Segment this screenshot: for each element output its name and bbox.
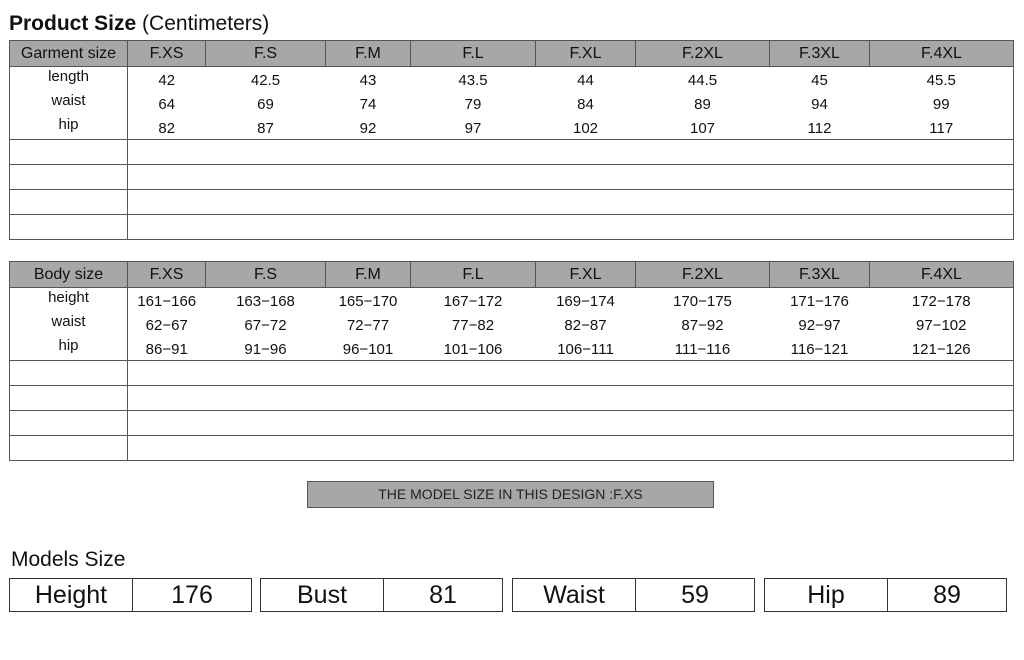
table-cell: 96−101 <box>326 336 411 361</box>
table-cell: 44.5 <box>636 67 770 92</box>
empty-cell <box>10 386 128 411</box>
empty-row <box>10 361 1014 386</box>
header-cell: F.4XL <box>870 262 1014 288</box>
empty-cell <box>10 361 128 386</box>
header-cell: F.XL <box>536 41 636 67</box>
header-cell: F.2XL <box>636 262 770 288</box>
table-cell: 91−96 <box>206 336 326 361</box>
table-cell: 72−77 <box>346 317 390 334</box>
empty-row <box>10 215 1014 240</box>
model-hip-box <box>764 578 1007 612</box>
row-label: hip <box>10 115 128 140</box>
row-label: height <box>10 288 128 313</box>
table-cell: 111−116 <box>636 336 770 361</box>
table-cell: 42 <box>128 67 206 92</box>
header-cell: F.L <box>411 262 536 288</box>
table-cell: 171−176 <box>770 288 870 313</box>
empty-cell <box>10 411 128 436</box>
table-cell: 106−111 <box>536 336 636 361</box>
empty-row <box>10 165 1014 190</box>
table-cell: 77−82 <box>451 317 495 334</box>
table-row <box>10 336 1014 361</box>
table-cell: 64 <box>158 96 176 113</box>
model-height-value: 176 <box>171 581 213 609</box>
empty-cell <box>128 190 1014 215</box>
model-waist-label: Waist <box>513 579 636 611</box>
table-cell: 97−102 <box>870 312 1014 336</box>
table-cell: 87 <box>206 115 326 140</box>
table-cell: 92−97 <box>798 317 841 334</box>
model-height-label: Height <box>10 579 133 611</box>
table-cell: 62−67 <box>145 317 188 334</box>
header-cell: F.XS <box>128 262 206 288</box>
table-cell: 167−172 <box>411 288 536 313</box>
table-cell: 112 <box>770 115 870 140</box>
empty-cell <box>128 436 1014 461</box>
empty-cell <box>128 411 1014 436</box>
table-cell: 67−72 <box>244 317 287 334</box>
garment-size-table <box>9 40 1014 240</box>
table-cell: 89 <box>694 96 711 113</box>
empty-cell <box>128 165 1014 190</box>
table-cell: 102 <box>536 115 636 140</box>
header-cell: F.4XL <box>870 41 1014 67</box>
table-row <box>10 288 1014 313</box>
table-cell: 87−92 <box>681 317 724 334</box>
empty-cell <box>128 215 1014 240</box>
table-row <box>10 67 1014 92</box>
table-cell: 69 <box>257 96 274 113</box>
empty-row <box>10 386 1014 411</box>
table-cell: 121−126 <box>870 336 1014 361</box>
table-cell: 82 <box>128 115 206 140</box>
table-cell: 116−121 <box>770 336 870 361</box>
table-cell: 99 <box>870 91 1014 115</box>
header-cell: F.S <box>206 41 326 67</box>
model-waist-box <box>512 578 755 612</box>
body-size-table <box>9 261 1014 461</box>
table-cell: 84 <box>577 96 594 113</box>
empty-row <box>10 140 1014 165</box>
empty-row <box>10 436 1014 461</box>
header-cell: F.3XL <box>770 262 870 288</box>
row-label: hip <box>10 336 128 361</box>
table-cell: 107 <box>636 115 770 140</box>
model-bust-box <box>260 578 503 612</box>
page-title <box>9 12 269 36</box>
header-cell: F.L <box>411 41 536 67</box>
model-size-note: THE MODEL SIZE IN THIS DESIGN :F.XS <box>307 481 714 508</box>
header-cell: F.XS <box>128 41 206 67</box>
empty-cell <box>10 165 128 190</box>
empty-cell <box>128 386 1014 411</box>
table-cell: 172−178 <box>870 288 1014 313</box>
row-label: waist <box>10 91 128 115</box>
table-row <box>10 312 1014 336</box>
table-cell: 169−174 <box>536 288 636 313</box>
body-header-row <box>10 262 1014 288</box>
table-cell: 42.5 <box>206 67 326 92</box>
models-size-title: Models Size <box>11 548 126 571</box>
table-row <box>10 91 1014 115</box>
table-cell: 43 <box>326 67 411 92</box>
model-bust-label: Bust <box>261 579 384 611</box>
empty-row <box>10 190 1014 215</box>
table-cell: 43.5 <box>411 67 536 92</box>
table-row <box>10 115 1014 140</box>
table-cell: 97 <box>411 115 536 140</box>
model-hip-value: 89 <box>933 581 961 609</box>
empty-cell <box>10 190 128 215</box>
empty-cell <box>10 140 128 165</box>
header-cell: Garment size <box>10 41 128 67</box>
table-cell: 92 <box>326 115 411 140</box>
empty-cell <box>10 436 128 461</box>
empty-cell <box>128 361 1014 386</box>
table-cell: 163−168 <box>206 288 326 313</box>
title-main: Product Size <box>9 12 137 35</box>
table-cell: 45.5 <box>870 67 1014 92</box>
table-cell: 79 <box>464 96 482 113</box>
table-cell: 45 <box>770 67 870 92</box>
table-cell: 161−166 <box>128 288 206 313</box>
row-label: waist <box>10 312 128 336</box>
header-cell: F.3XL <box>770 41 870 67</box>
model-bust-value: 81 <box>429 581 457 609</box>
header-cell: F.M <box>326 262 411 288</box>
model-waist-value: 59 <box>681 581 709 609</box>
table-cell: 101−106 <box>411 336 536 361</box>
model-height-box <box>9 578 252 612</box>
table-cell: 74 <box>359 96 377 113</box>
header-cell: F.M <box>326 41 411 67</box>
header-cell: F.2XL <box>636 41 770 67</box>
table-cell: 94 <box>811 96 828 113</box>
table-cell: 117 <box>870 115 1014 140</box>
table-cell: 82−87 <box>564 317 607 334</box>
title-unit: (Centimeters) <box>142 12 270 35</box>
header-cell: Body size <box>10 262 128 288</box>
header-cell: F.XL <box>536 262 636 288</box>
empty-cell <box>128 140 1014 165</box>
garment-header-row <box>10 41 1014 67</box>
table-cell: 165−170 <box>326 288 411 313</box>
table-cell: 170−175 <box>636 288 770 313</box>
empty-row <box>10 411 1014 436</box>
table-cell: 44 <box>536 67 636 92</box>
model-hip-label: Hip <box>765 579 888 611</box>
row-label: length <box>10 67 128 92</box>
empty-cell <box>10 215 128 240</box>
table-cell: 86−91 <box>128 336 206 361</box>
header-cell: F.S <box>206 262 326 288</box>
